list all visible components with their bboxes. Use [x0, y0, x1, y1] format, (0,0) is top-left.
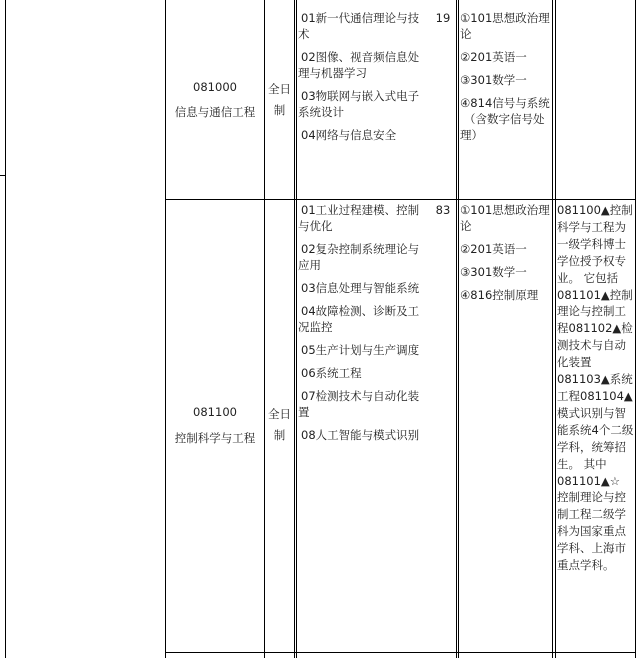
study-mode-1-line2: 制 — [273, 103, 286, 117]
direction-1-1a: 01新一代通信理论与技 — [301, 11, 420, 25]
note-line: 模式识别与智 — [557, 405, 626, 420]
major-name-1: 信息与通信工程 — [174, 105, 256, 119]
note-line: 081103▲系统 — [557, 372, 633, 387]
col-rule-3 — [264, 0, 265, 658]
exam-1-4b: （含数字信号处 — [464, 112, 545, 126]
direction-1-4a: 04网络与信息安全 — [301, 128, 397, 142]
exam-list-1 — [460, 10, 552, 143]
note-line: 科为国家重点 — [557, 524, 626, 539]
note-line: 业。 它包括 — [557, 270, 619, 285]
major-code-1: 081000 — [193, 80, 237, 94]
direction-2-2a: 02复杂控制系统理论与 — [301, 242, 420, 256]
col-rule-4 — [294, 0, 295, 658]
note-line: 081101▲控制 — [557, 287, 633, 302]
direction-2-8a: 08人工智能与模式识别 — [301, 428, 420, 442]
exam-2-4: ④816控制原理 — [460, 288, 539, 302]
note-line: 科学与工程为 — [557, 219, 626, 234]
row-rule-1 — [165, 199, 636, 200]
row-rule-2 — [165, 652, 636, 653]
major-code-2: 081100 — [193, 405, 237, 419]
note-line: 测技术与自动 — [557, 338, 626, 353]
exam-2-3: ③301数学一 — [460, 265, 527, 279]
direction-1-2b: 理与机器学习 — [298, 66, 367, 80]
note-line: 一级学科博士 — [557, 236, 626, 251]
direction-1-3b: 系统设计 — [298, 105, 344, 119]
note-line: 081100▲控制 — [557, 203, 633, 217]
direction-2-2b: 应用 — [298, 258, 321, 272]
directions-list-2 — [298, 202, 454, 443]
exam-2-1b: 论 — [460, 219, 472, 233]
note-line: 能系统4个二级 — [557, 422, 634, 437]
direction-2-3a: 03信息处理与智能系统 — [301, 281, 420, 295]
direction-2-5a: 05生产计划与生产调度 — [301, 343, 420, 357]
exam-1-4c: 理） — [460, 128, 483, 142]
enrollment-2: 83 — [435, 203, 451, 217]
major-name-2: 控制科学与工程 — [174, 431, 256, 445]
direction-2-1a: 01工业过程建模、控制 — [301, 203, 420, 217]
exam-2-1a: ①101思想政治理 — [460, 203, 550, 217]
direction-2-7a: 07检测技术与自动化装 — [301, 389, 420, 403]
direction-2-4b: 况监控 — [298, 320, 333, 334]
notes-list-2 — [557, 202, 635, 574]
col-rule-9 — [555, 0, 556, 658]
col-rule-left — [5, 0, 6, 658]
study-mode-2-line2: 制 — [273, 428, 286, 442]
note-line: 理论与控制工 — [557, 304, 626, 319]
exam-1-2: ②201英语一 — [460, 50, 527, 64]
note-line: 工程081104▲ — [557, 388, 633, 403]
note-line: 重点学科。 — [557, 558, 615, 573]
direction-2-4a: 04故障检测、诊断及工 — [301, 304, 420, 318]
note-line: 学位授予权专 — [557, 253, 626, 268]
col-rule-right — [635, 0, 636, 658]
col-rule-5 — [296, 0, 297, 658]
col-rule-8 — [552, 0, 553, 658]
enrollment-1: 19 — [435, 11, 451, 25]
row-rule-left-top — [0, 175, 6, 176]
exam-list-2 — [460, 202, 552, 303]
exam-1-4a: ④814信号与系统 — [460, 96, 550, 110]
study-mode-2-line1: 全日 — [268, 407, 291, 421]
direction-2-7b: 置 — [298, 405, 310, 419]
direction-1-1b: 术 — [298, 27, 310, 41]
note-line: 生。 其中 — [557, 456, 607, 471]
col-rule-7 — [458, 0, 459, 658]
exam-2-2: ②201英语一 — [460, 242, 527, 256]
note-line: 化装置 — [557, 355, 592, 370]
direction-1-2a: 02图像、视音频信息处 — [301, 50, 420, 64]
note-line: 081101▲☆ — [557, 473, 621, 488]
note-line: 程081102▲检 — [557, 321, 633, 336]
exam-1-3: ③301数学一 — [460, 73, 527, 87]
col-rule-2 — [165, 0, 166, 658]
direction-2-6a: 06系统工程 — [301, 366, 362, 380]
exam-1-1a: ①101思想政治理 — [460, 11, 550, 25]
directions-list-1 — [298, 10, 454, 143]
col-rule-6 — [456, 0, 457, 658]
study-mode-1-line1: 全日 — [268, 82, 291, 96]
note-line: 学科、上海市 — [557, 541, 626, 556]
note-line: 学科，统筹招 — [557, 439, 626, 454]
exam-1-1b: 论 — [460, 27, 472, 41]
note-line: 控制理论与控 — [557, 490, 626, 505]
direction-1-3a: 03物联网与嵌入式电子 — [301, 89, 420, 103]
direction-2-1b: 与优化 — [298, 219, 333, 233]
note-line: 制工程二级学 — [557, 507, 626, 522]
